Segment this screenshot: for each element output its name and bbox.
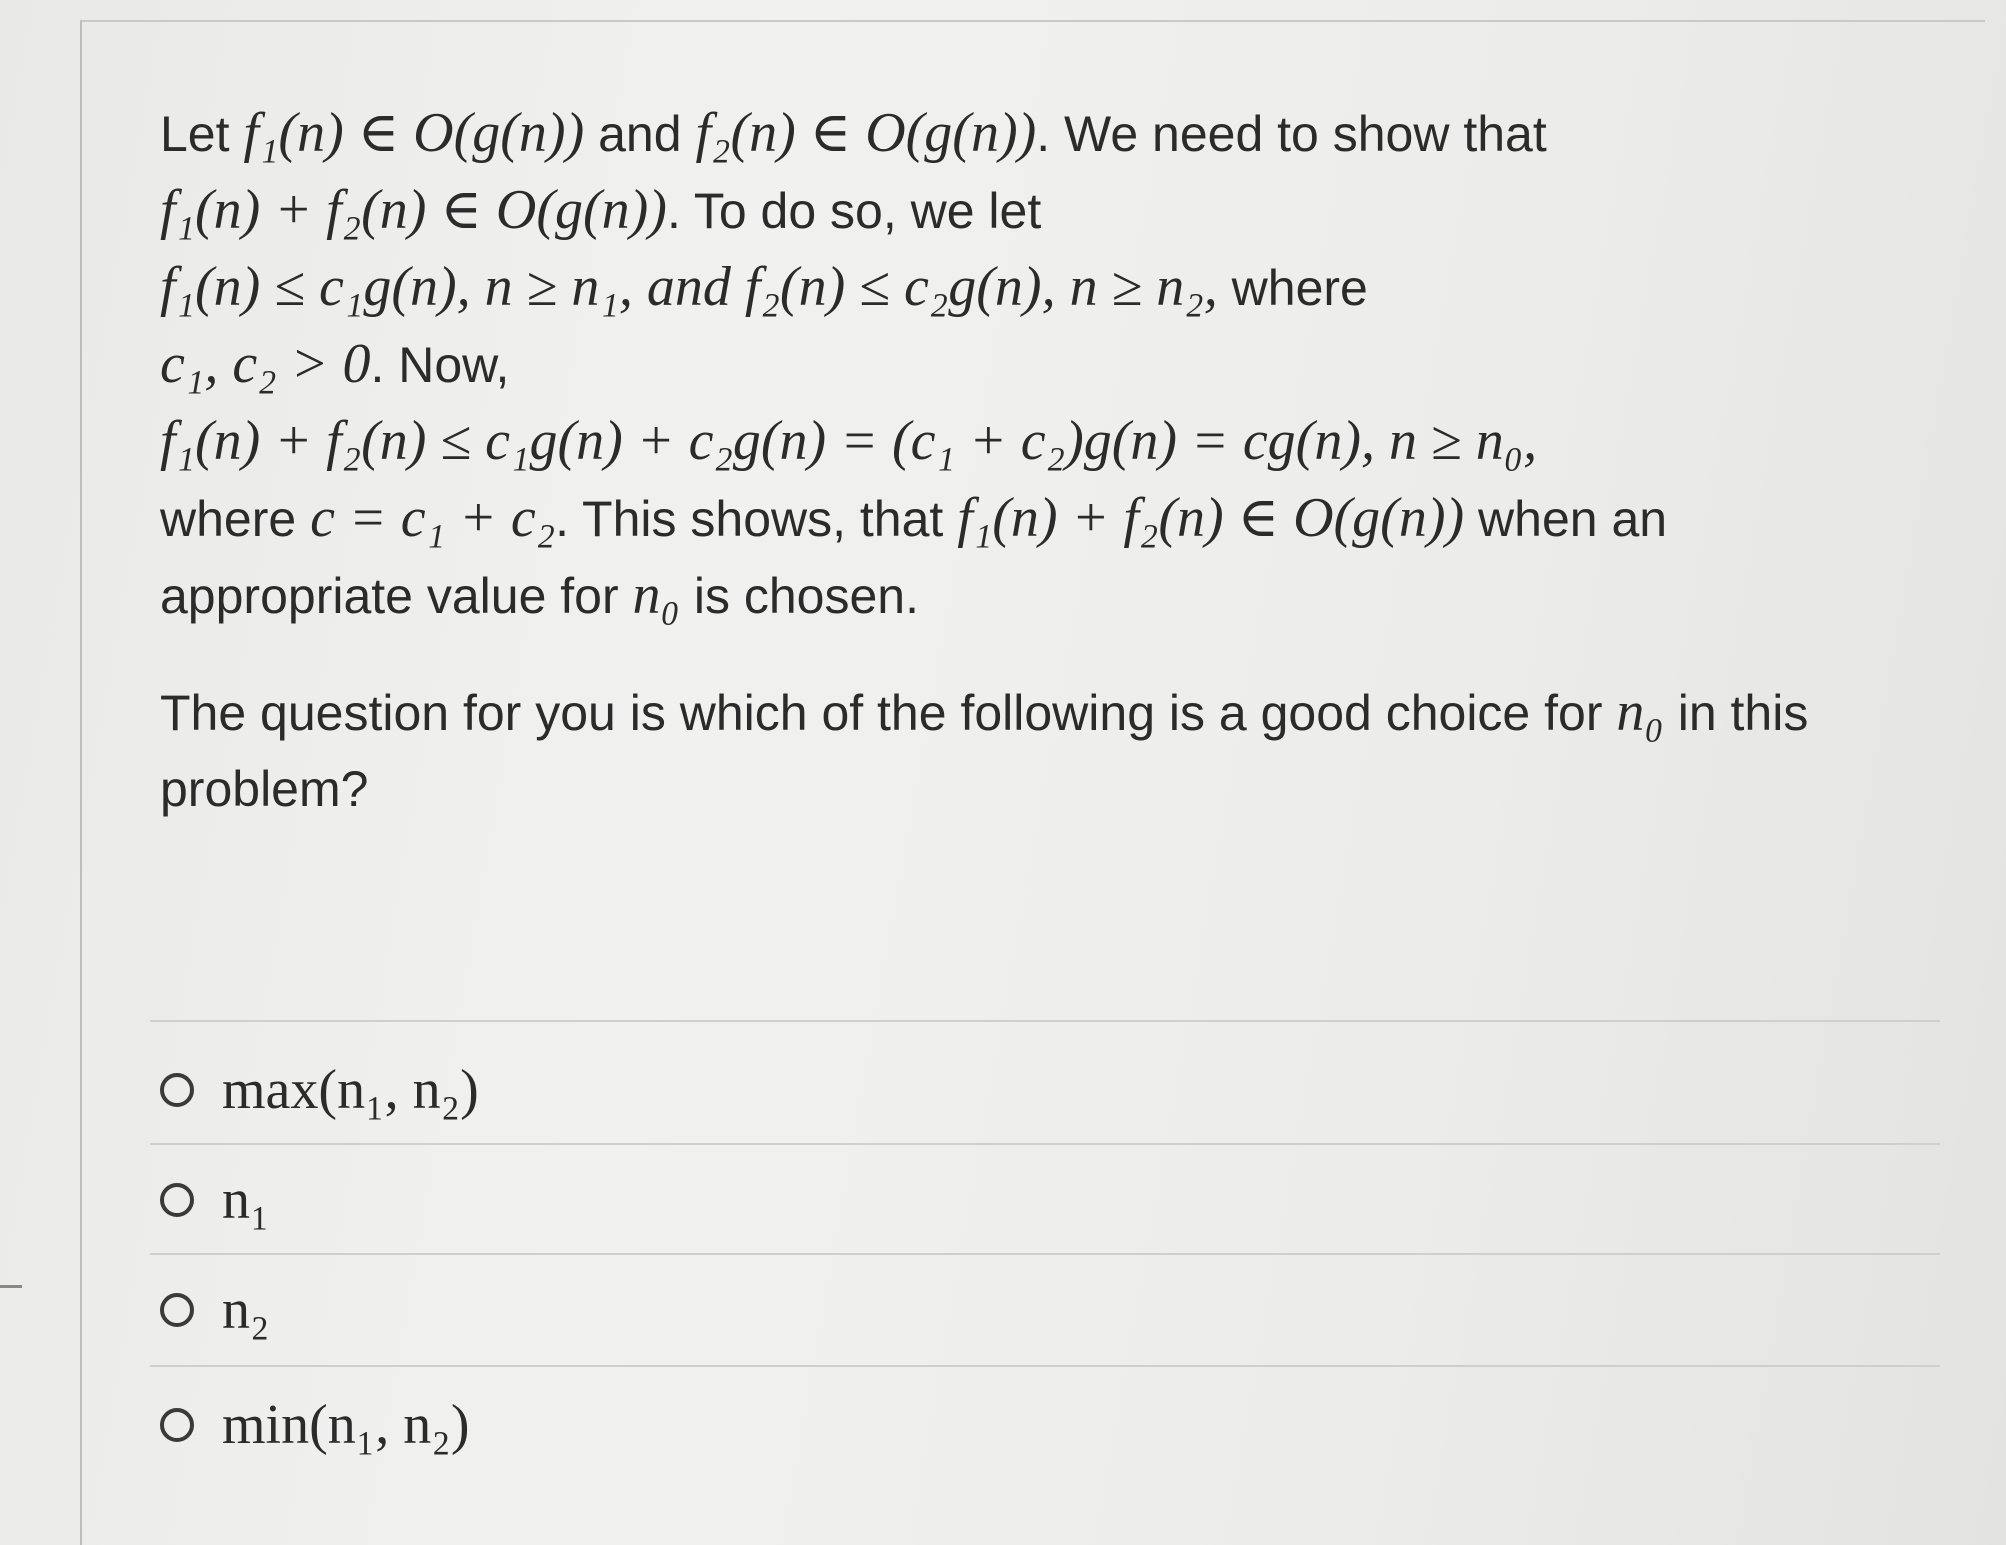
radio-button[interactable] xyxy=(160,1408,194,1442)
edge-mark xyxy=(0,1285,22,1288)
option-n2[interactable] xyxy=(160,1265,270,1355)
radio-button[interactable] xyxy=(160,1293,194,1327)
text: is chosen. xyxy=(679,568,919,624)
math-expression: f₂(n) ≤ c₂g(n), n ≥ n₂, xyxy=(744,256,1218,318)
math-expression: f₁(n) ≤ c₁g(n), n ≥ n₁, xyxy=(160,256,633,318)
divider xyxy=(150,1365,1940,1367)
math-expression: f₁(n) ∈ O(g(n)) xyxy=(243,102,585,164)
option-max[interactable] xyxy=(160,1045,479,1135)
text: where xyxy=(160,491,311,547)
divider xyxy=(150,1020,1940,1022)
math-expression: f₂(n) ∈ O(g(n)) xyxy=(695,102,1037,164)
text: . This shows, that xyxy=(555,491,958,547)
radio-button[interactable] xyxy=(160,1183,194,1217)
divider xyxy=(150,1253,1940,1255)
option-label: min(n₁, n₂) xyxy=(222,1394,470,1456)
option-label: n₁ xyxy=(222,1169,270,1231)
question-paragraph-2 xyxy=(160,674,1900,827)
option-min[interactable] xyxy=(160,1380,469,1470)
math-expression: f₁(n) + f₂(n) ∈ O(g(n)) xyxy=(160,179,667,241)
text: . We need to show that xyxy=(1036,106,1547,162)
option-label: n₂ xyxy=(222,1279,270,1341)
math-expression: f₁(n) + f₂(n) ∈ O(g(n)) xyxy=(957,487,1465,549)
option-label: max(n₁, n₂) xyxy=(222,1059,479,1121)
question-paragraph-1 xyxy=(160,95,1900,634)
divider xyxy=(150,1143,1940,1145)
text: . Now, xyxy=(370,337,510,393)
math-expression: n₀ xyxy=(632,564,680,626)
math-text: and xyxy=(632,256,745,318)
math-expression: f₁(n) + f₂(n) ≤ c₁g(n) + c₂g(n) = (c₁ + c₂)g(n) = cg(n), n ≥ n₀, xyxy=(160,410,1538,472)
math-expression: c = c₁ + c₂ xyxy=(310,487,556,549)
text: . To do so, we let xyxy=(666,183,1042,239)
math-expression: n₀ xyxy=(1616,681,1664,743)
text: Let xyxy=(160,106,244,162)
question-text xyxy=(160,95,1900,827)
option-n1[interactable] xyxy=(160,1155,270,1245)
text: The question for you is which of the following is a good choice for xyxy=(160,685,1617,741)
math-expression: c₁, c₂ > 0 xyxy=(160,333,371,395)
radio-button[interactable] xyxy=(160,1073,194,1107)
text: and xyxy=(584,106,696,162)
text: when an appropriate value for xyxy=(160,491,1668,624)
text: in this problem? xyxy=(160,685,1809,817)
text: where xyxy=(1217,260,1368,316)
